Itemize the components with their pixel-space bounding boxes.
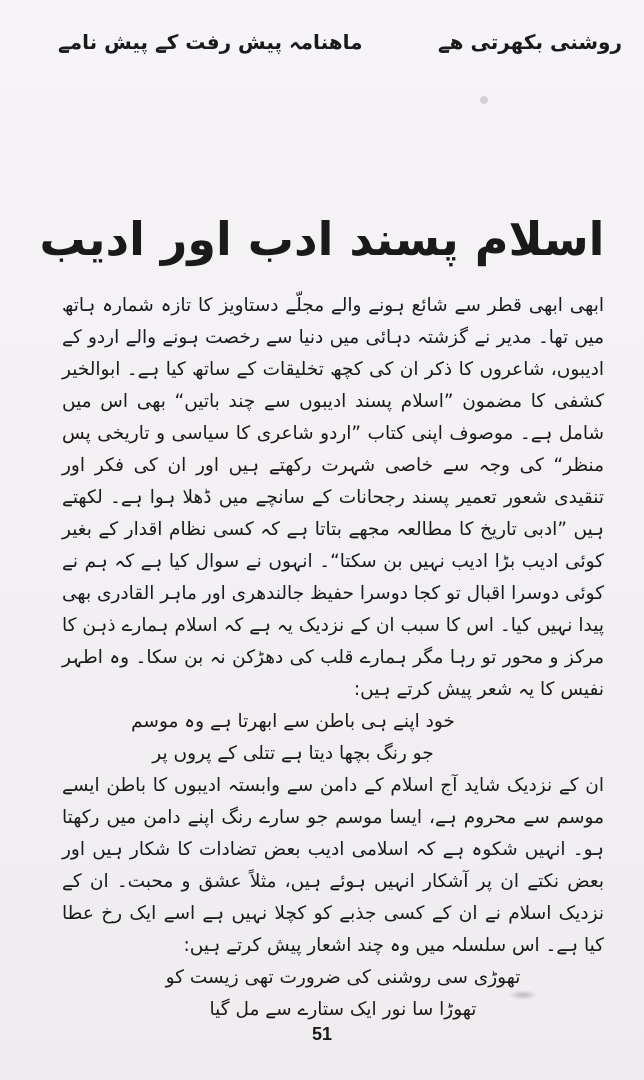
- header-book-title: روشنی بکھرتی ھے: [437, 30, 622, 54]
- paragraph-1: ابھی ابھی قطر سے شائع ہونے والے مجلّے دستاویز کا تازہ شمارہ ہاتھ میں تھا۔ مدیر نے گزشتہ دہائی میں دنیا سے رخصت ہونے والے اردو کے ادیبوں، شاعروں کا ذکر ان کی کچھ تخلیقات کے ساتھ کیا ہے۔ ابوالخیر کشفی کا مضمون ”اسلام پسند ادیبوں سے چند باتیں“ بھی اس میں شامل ہے۔ موصوف اپنی کتاب ”اردو شاعری کا سیاسی و تاریخی پس منظر“ کی وجہ سے خاصی شہرت رکھتے ہیں اور ان کی فکر اور تنقیدی شعور تعمیر پسند رجحانات کے سانچے میں ڈھلا ہوا ہے۔ لکھتے ہیں ”ادبی تاریخ کا مطالعہ مجھے بتاتا ہے کہ کسی نظام اقدار کے بغیر کوئی ادیب بڑا ادیب نہیں بن سکتا“۔ انہوں نے سوال کیا ہے کہ ہم نے کوئی دوسرا اقبال تو کجا دوسرا حفیظ جالندھری اور ماہر القادری بھی پیدا نہیں کیا۔ اس کا سبب ان کے نزدیک یہ ہے کہ اسلام ہمارے ذہن کا مرکز و محور تو رہا مگر ہمارے قلب کی دھڑکن نہ بن سکا۔ وہ اطہر نفیس کا یہ شعر پیش کرتے ہیں:: [62, 295, 604, 700]
- verse-1-line-1: خود اپنے ہی باطن سے ابھرتا ہے وہ موسم: [131, 711, 455, 732]
- ink-smudge: [508, 990, 538, 1000]
- article-body: [62, 290, 604, 1026]
- running-header: [58, 30, 622, 54]
- article-title: اسلام پسند ادب اور ادیب: [39, 212, 605, 266]
- paragraph-2: ان کے نزدیک شاید آج اسلام کے دامن سے وابستہ ادیبوں کا باطن ایسے موسم سے محروم ہے، ایسا موسم جو سارے رنگ اپنے دامن میں رکھتا ہو۔ انہیں شکوہ ہے کہ اسلامی ادیب بعض تضادات کا شکار ہیں اور بعض نکتے ان پر آشکار انہیں ہوئے ہیں، مثلاً عشق و محبت۔ ان کے نزدیک اسلام نے ان کے کسی جذبے کو کچلا نہیں ہے اسے ایک رخ عطا کیا ہے۔ اس سلسلہ میں وہ چند اشعار پیش کرتے ہیں:: [62, 775, 604, 956]
- print-mark: [480, 96, 488, 104]
- page-number: 51: [311, 1024, 333, 1044]
- verse-1-line-2: جو رنگ بچھا دیتا ہے تتلی کے پروں پر: [152, 743, 434, 764]
- header-section-title: ماھنامہ پیش رفت کے پیش نامے: [58, 30, 363, 54]
- verse-2-line-2: تھوڑا سا نور ایک ستارے سے مل گیا: [209, 999, 477, 1020]
- verse-2-line-1: تھوڑی سی روشنی کی ضرورت تھی زیست کو: [165, 967, 521, 988]
